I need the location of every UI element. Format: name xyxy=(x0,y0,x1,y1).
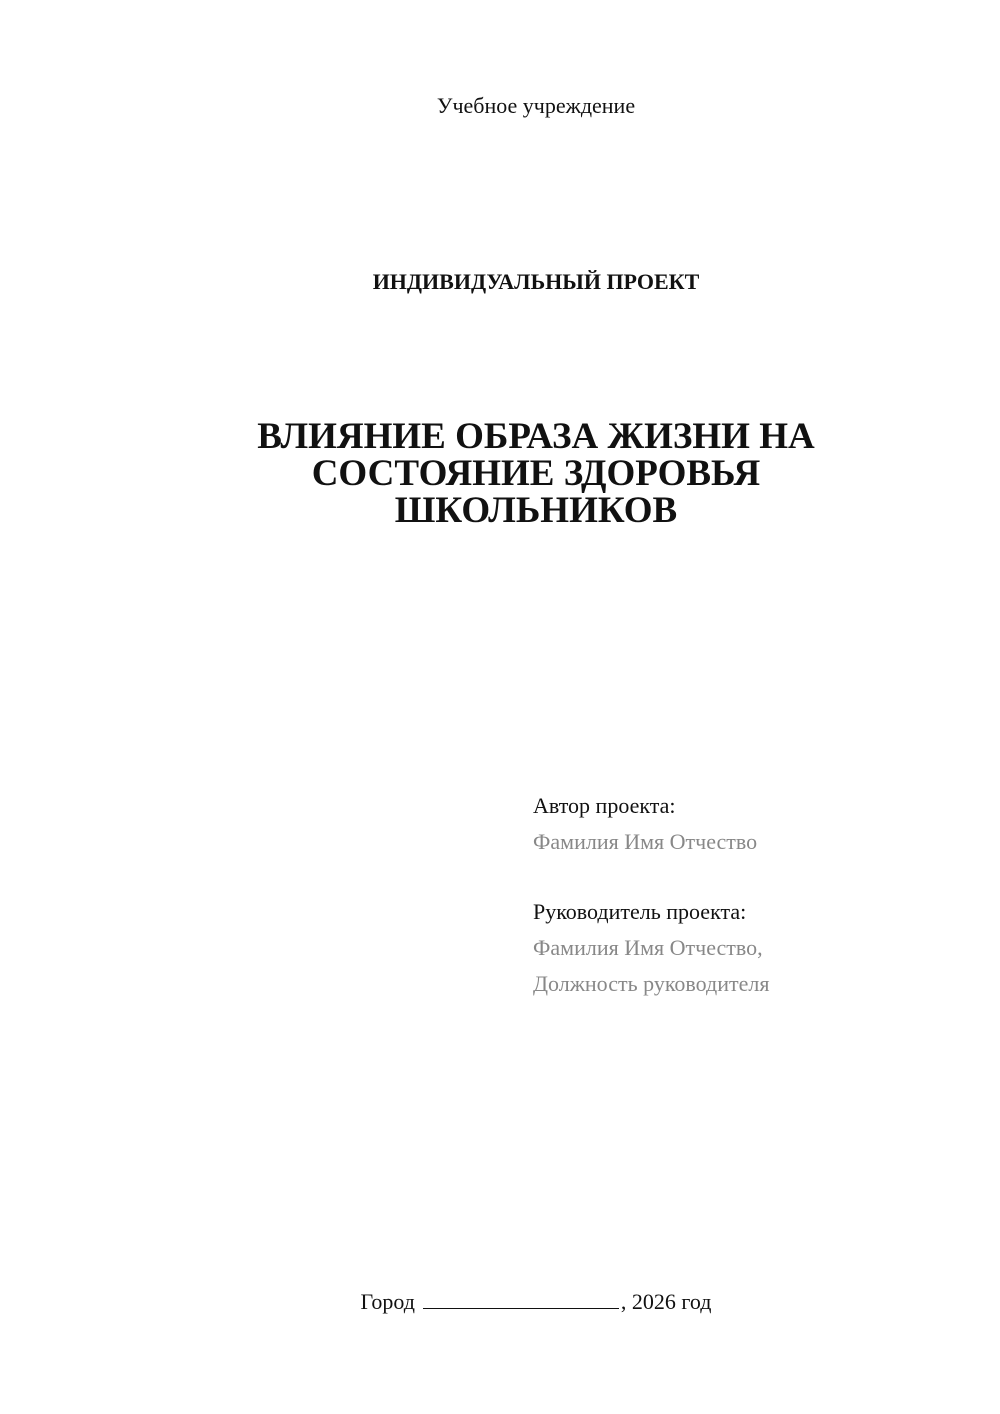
footer-city-year xyxy=(0,1288,1000,1316)
year-label: , 2026 год xyxy=(620,1289,712,1314)
city-blank-line xyxy=(423,1290,619,1309)
project-title-line-3: ШКОЛЬНИКОВ xyxy=(394,490,678,531)
author-label: Автор проекта: xyxy=(533,793,676,818)
supervisor-name: Фамилия Имя Отчество, xyxy=(533,935,763,960)
city-label: Город xyxy=(360,1289,415,1314)
project-title-line-1: ВЛИЯНИЕ ОБРАЗА ЖИЗНИ НА xyxy=(257,416,815,457)
supervisor-position: Должность руководителя xyxy=(533,971,770,996)
institution-name: Учебное учреждение xyxy=(436,93,636,118)
author-name: Фамилия Имя Отчество xyxy=(533,829,758,854)
supervisor-label: Руководитель проекта: xyxy=(533,899,747,924)
project-title xyxy=(200,418,872,529)
authors-block xyxy=(533,788,973,1002)
project-title-line-2: СОСТОЯНИЕ ЗДОРОВЬЯ xyxy=(311,453,761,494)
project-type-heading: ИНДИВИДУАЛЬНЫЙ ПРОЕКТ xyxy=(372,269,700,294)
